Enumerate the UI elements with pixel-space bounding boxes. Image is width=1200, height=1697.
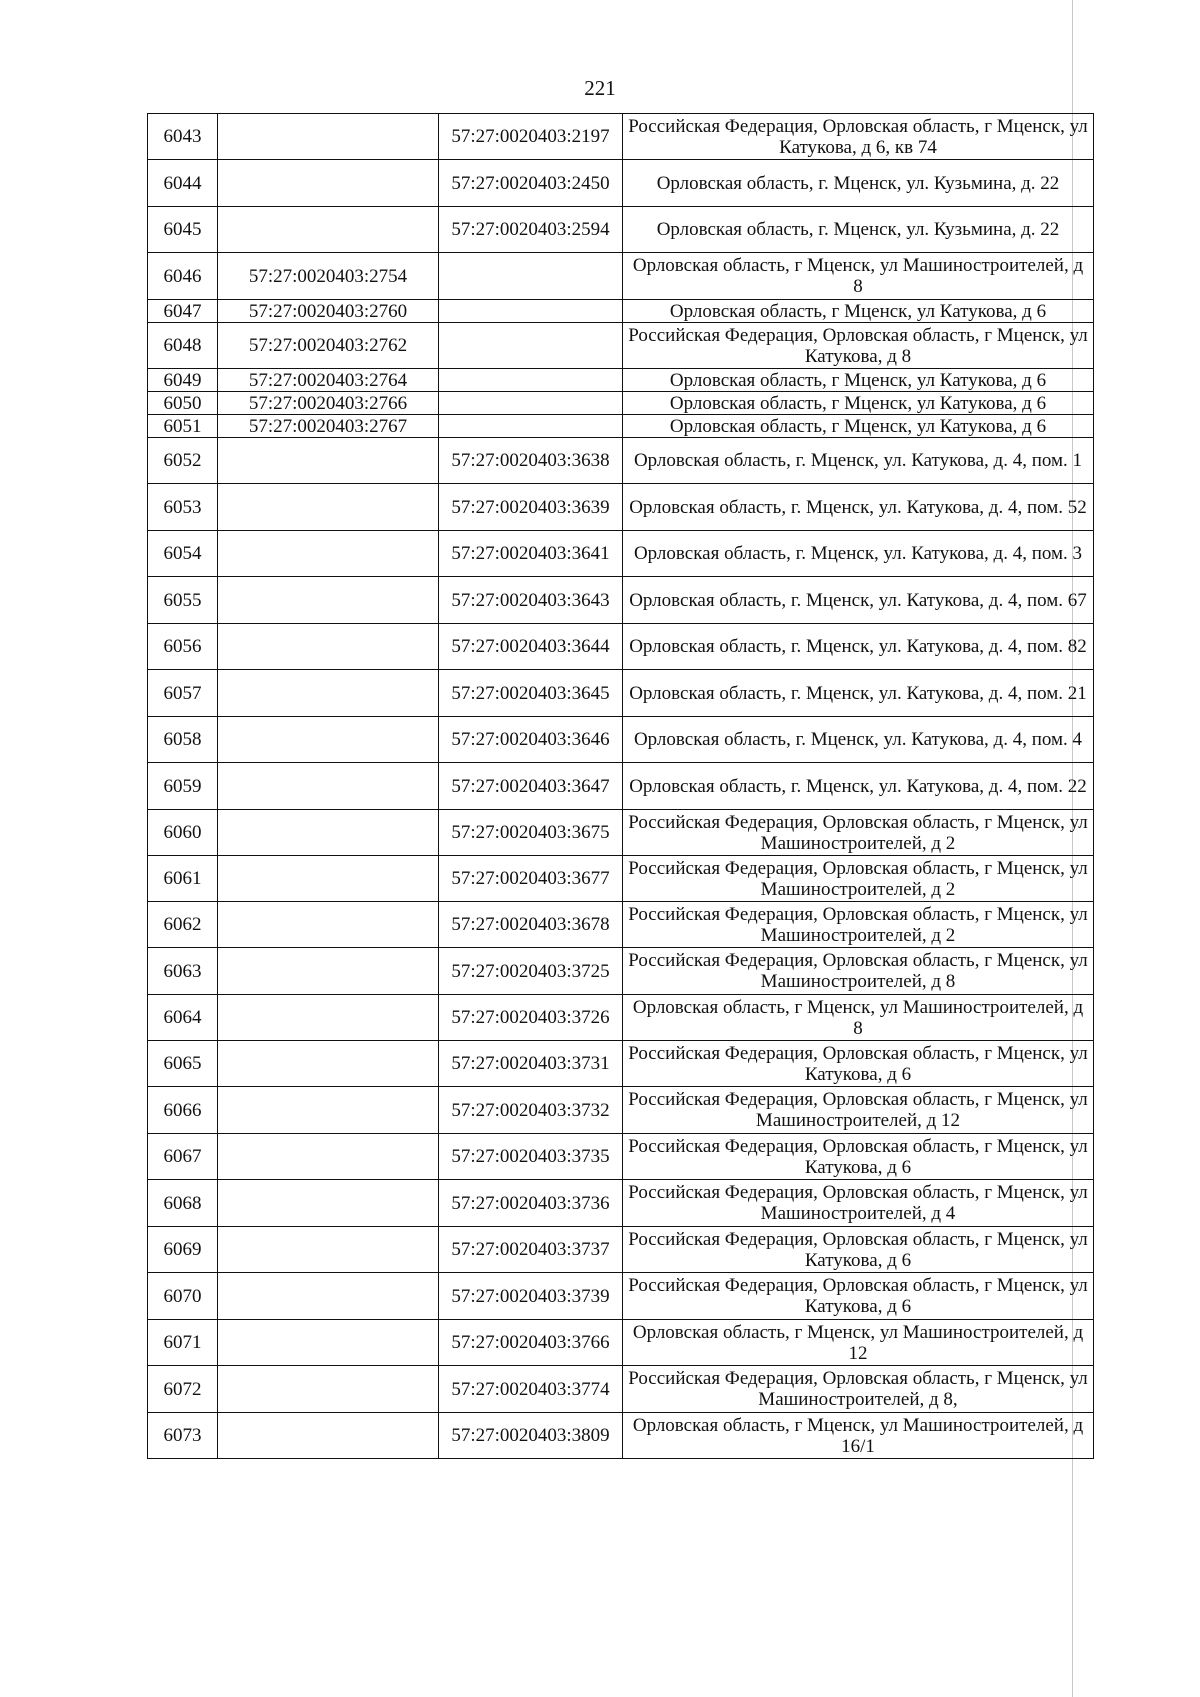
address-cell: Российская Федерация, Орловская область, г Мценск, ул Машиностроителей, д 12 — [623, 1087, 1094, 1134]
address-cell: Российская Федерация, Орловская область, г Мценск, ул Катукова, д 6 — [623, 1227, 1094, 1273]
row-number-cell: 6049 — [148, 369, 218, 392]
previous-cadastral-number-cell — [218, 531, 439, 577]
row-number-cell: 6067 — [148, 1134, 218, 1180]
address-cell: Орловская область, г Мценск, ул Машиностроителей, д 8 — [623, 995, 1094, 1041]
row-number-cell: 6050 — [148, 392, 218, 415]
previous-cadastral-number-cell — [218, 1366, 439, 1413]
cadastral-number-cell — [439, 323, 623, 369]
cadastral-number-cell — [439, 300, 623, 323]
table-row — [148, 1041, 1094, 1087]
row-number-cell: 6044 — [148, 160, 218, 207]
previous-cadastral-number-cell — [218, 577, 439, 624]
table-row — [148, 484, 1094, 531]
address-cell: Российская Федерация, Орловская область, г Мценск, ул Машиностроителей, д 4 — [623, 1180, 1094, 1227]
table-row — [148, 1087, 1094, 1134]
table-row — [148, 1366, 1094, 1413]
cadastral-number-cell: 57:27:0020403:3737 — [439, 1227, 623, 1273]
previous-cadastral-number-cell — [218, 207, 439, 253]
cadastral-number-cell: 57:27:0020403:3735 — [439, 1134, 623, 1180]
address-cell: Орловская область, г Мценск, ул Машиностроителей, д 12 — [623, 1320, 1094, 1366]
previous-cadastral-number-cell: 57:27:0020403:2764 — [218, 369, 439, 392]
cadastral-number-cell: 57:27:0020403:3644 — [439, 624, 623, 670]
cadastral-registry-table — [147, 113, 1094, 1459]
cadastral-number-cell: 57:27:0020403:3774 — [439, 1366, 623, 1413]
row-number-cell: 6053 — [148, 484, 218, 531]
cadastral-number-cell: 57:27:0020403:3736 — [439, 1180, 623, 1227]
previous-cadastral-number-cell — [218, 1227, 439, 1273]
address-cell: Орловская область, г Мценск, ул Катукова, д 6 — [623, 369, 1094, 392]
address-cell: Российская Федерация, Орловская область, г Мценск, ул Катукова, д 6 — [623, 1273, 1094, 1320]
previous-cadastral-number-cell — [218, 1413, 439, 1459]
address-cell: Орловская область, г. Мценск, ул. Катукова, д. 4, пом. 4 — [623, 717, 1094, 763]
previous-cadastral-number-cell — [218, 948, 439, 995]
cadastral-number-cell: 57:27:0020403:3639 — [439, 484, 623, 531]
row-number-cell: 6062 — [148, 902, 218, 948]
row-number-cell: 6064 — [148, 995, 218, 1041]
cadastral-number-cell: 57:27:0020403:3809 — [439, 1413, 623, 1459]
address-cell: Российская Федерация, Орловская область, г Мценск, ул Катукова, д 6, кв 74 — [623, 114, 1094, 160]
previous-cadastral-number-cell — [218, 160, 439, 207]
address-cell: Российская Федерация, Орловская область, г Мценск, ул Машиностроителей, д 2 — [623, 856, 1094, 902]
table-row — [148, 160, 1094, 207]
row-number-cell: 6052 — [148, 438, 218, 484]
table-row — [148, 810, 1094, 856]
previous-cadastral-number-cell: 57:27:0020403:2762 — [218, 323, 439, 369]
previous-cadastral-number-cell — [218, 1180, 439, 1227]
previous-cadastral-number-cell — [218, 763, 439, 810]
address-cell: Орловская область, г Мценск, ул Катукова, д 6 — [623, 300, 1094, 323]
row-number-cell: 6058 — [148, 717, 218, 763]
page-number: 221 — [584, 76, 616, 100]
address-cell: Орловская область, г. Мценск, ул. Катукова, д. 4, пом. 3 — [623, 531, 1094, 577]
address-cell: Орловская область, г. Мценск, ул. Катукова, д. 4, пом. 82 — [623, 624, 1094, 670]
row-number-cell: 6073 — [148, 1413, 218, 1459]
table-row — [148, 1413, 1094, 1459]
cadastral-number-cell: 57:27:0020403:3643 — [439, 577, 623, 624]
table-row — [148, 1134, 1094, 1180]
cadastral-number-cell: 57:27:0020403:3766 — [439, 1320, 623, 1366]
table-row — [148, 995, 1094, 1041]
cadastral-number-cell: 57:27:0020403:3646 — [439, 717, 623, 763]
previous-cadastral-number-cell — [218, 114, 439, 160]
address-cell: Российская Федерация, Орловская область, г Мценск, ул Машиностроителей, д 2 — [623, 902, 1094, 948]
cadastral-number-cell: 57:27:0020403:3726 — [439, 995, 623, 1041]
row-number-cell: 6047 — [148, 300, 218, 323]
address-cell: Орловская область, г. Мценск, ул. Катукова, д. 4, пом. 22 — [623, 763, 1094, 810]
row-number-cell: 6045 — [148, 207, 218, 253]
cadastral-number-cell — [439, 253, 623, 300]
table-row — [148, 1180, 1094, 1227]
table-row — [148, 856, 1094, 902]
cadastral-number-cell — [439, 415, 623, 438]
cadastral-number-cell — [439, 392, 623, 415]
cadastral-number-cell: 57:27:0020403:3638 — [439, 438, 623, 484]
cadastral-number-cell: 57:27:0020403:3739 — [439, 1273, 623, 1320]
previous-cadastral-number-cell — [218, 1134, 439, 1180]
address-cell: Орловская область, г Мценск, ул Машиностроителей, д 16/1 — [623, 1413, 1094, 1459]
address-cell: Орловская область, г. Мценск, ул. Катукова, д. 4, пом. 67 — [623, 577, 1094, 624]
table-row — [148, 577, 1094, 624]
table-row — [148, 717, 1094, 763]
previous-cadastral-number-cell — [218, 670, 439, 717]
previous-cadastral-number-cell: 57:27:0020403:2766 — [218, 392, 439, 415]
row-number-cell: 6046 — [148, 253, 218, 300]
row-number-cell: 6056 — [148, 624, 218, 670]
address-cell: Орловская область, г. Мценск, ул. Катукова, д. 4, пом. 1 — [623, 438, 1094, 484]
address-cell: Российская Федерация, Орловская область, г Мценск, ул Машиностроителей, д 8, — [623, 1366, 1094, 1413]
table-row — [148, 323, 1094, 369]
cadastral-number-cell: 57:27:0020403:3677 — [439, 856, 623, 902]
cadastral-number-cell: 57:27:0020403:2450 — [439, 160, 623, 207]
cadastral-number-cell: 57:27:0020403:2594 — [439, 207, 623, 253]
row-number-cell: 6065 — [148, 1041, 218, 1087]
previous-cadastral-number-cell: 57:27:0020403:2760 — [218, 300, 439, 323]
table-row — [148, 948, 1094, 995]
address-cell: Российская Федерация, Орловская область, г Мценск, ул Катукова, д 8 — [623, 323, 1094, 369]
row-number-cell: 6054 — [148, 531, 218, 577]
table-body — [148, 114, 1094, 1459]
row-number-cell: 6072 — [148, 1366, 218, 1413]
previous-cadastral-number-cell — [218, 624, 439, 670]
row-number-cell: 6071 — [148, 1320, 218, 1366]
address-cell: Орловская область, г. Мценск, ул. Кузьмина, д. 22 — [623, 160, 1094, 207]
previous-cadastral-number-cell — [218, 856, 439, 902]
cadastral-number-cell: 57:27:0020403:3647 — [439, 763, 623, 810]
previous-cadastral-number-cell — [218, 995, 439, 1041]
address-cell: Орловская область, г. Мценск, ул. Катукова, д. 4, пом. 52 — [623, 484, 1094, 531]
cadastral-number-cell: 57:27:0020403:3641 — [439, 531, 623, 577]
previous-cadastral-number-cell — [218, 902, 439, 948]
table-row — [148, 670, 1094, 717]
table-row — [148, 438, 1094, 484]
cadastral-number-cell — [439, 369, 623, 392]
row-number-cell: 6066 — [148, 1087, 218, 1134]
address-cell: Орловская область, г Мценск, ул Машиностроителей, д 8 — [623, 253, 1094, 300]
row-number-cell: 6051 — [148, 415, 218, 438]
cadastral-number-cell: 57:27:0020403:3678 — [439, 902, 623, 948]
row-number-cell: 6063 — [148, 948, 218, 995]
row-number-cell: 6060 — [148, 810, 218, 856]
cadastral-number-cell: 57:27:0020403:3732 — [439, 1087, 623, 1134]
row-number-cell: 6055 — [148, 577, 218, 624]
table-row — [148, 1320, 1094, 1366]
table-row — [148, 207, 1094, 253]
address-cell: Орловская область, г. Мценск, ул. Катукова, д. 4, пом. 21 — [623, 670, 1094, 717]
previous-cadastral-number-cell — [218, 810, 439, 856]
address-cell: Орловская область, г. Мценск, ул. Кузьмина, д. 22 — [623, 207, 1094, 253]
previous-cadastral-number-cell — [218, 484, 439, 531]
previous-cadastral-number-cell: 57:27:0020403:2754 — [218, 253, 439, 300]
table-row — [148, 114, 1094, 160]
cadastral-number-cell: 57:27:0020403:3675 — [439, 810, 623, 856]
row-number-cell: 6068 — [148, 1180, 218, 1227]
table-row — [148, 1273, 1094, 1320]
row-number-cell: 6061 — [148, 856, 218, 902]
row-number-cell: 6069 — [148, 1227, 218, 1273]
address-cell: Российская Федерация, Орловская область, г Мценск, ул Машиностроителей, д 8 — [623, 948, 1094, 995]
address-cell: Российская Федерация, Орловская область, г Мценск, ул Катукова, д 6 — [623, 1134, 1094, 1180]
cadastral-number-cell: 57:27:0020403:2197 — [439, 114, 623, 160]
previous-cadastral-number-cell — [218, 717, 439, 763]
cadastral-number-cell: 57:27:0020403:3645 — [439, 670, 623, 717]
table-row — [148, 392, 1094, 415]
row-number-cell: 6043 — [148, 114, 218, 160]
table-row — [148, 531, 1094, 577]
row-number-cell: 6070 — [148, 1273, 218, 1320]
table-row — [148, 763, 1094, 810]
table-row — [148, 415, 1094, 438]
cadastral-number-cell: 57:27:0020403:3731 — [439, 1041, 623, 1087]
previous-cadastral-number-cell: 57:27:0020403:2767 — [218, 415, 439, 438]
address-cell: Российская Федерация, Орловская область, г Мценск, ул Машиностроителей, д 2 — [623, 810, 1094, 856]
table-row — [148, 253, 1094, 300]
previous-cadastral-number-cell — [218, 1087, 439, 1134]
row-number-cell: 6057 — [148, 670, 218, 717]
row-number-cell: 6059 — [148, 763, 218, 810]
row-number-cell: 6048 — [148, 323, 218, 369]
previous-cadastral-number-cell — [218, 1273, 439, 1320]
previous-cadastral-number-cell — [218, 438, 439, 484]
previous-cadastral-number-cell — [218, 1041, 439, 1087]
table-row — [148, 300, 1094, 323]
table-row — [148, 1227, 1094, 1273]
table-row — [148, 902, 1094, 948]
table-row — [148, 369, 1094, 392]
previous-cadastral-number-cell — [218, 1320, 439, 1366]
address-cell: Орловская область, г Мценск, ул Катукова, д 6 — [623, 415, 1094, 438]
cadastral-number-cell: 57:27:0020403:3725 — [439, 948, 623, 995]
address-cell: Орловская область, г Мценск, ул Катукова, д 6 — [623, 392, 1094, 415]
address-cell: Российская Федерация, Орловская область, г Мценск, ул Катукова, д 6 — [623, 1041, 1094, 1087]
table-row — [148, 624, 1094, 670]
